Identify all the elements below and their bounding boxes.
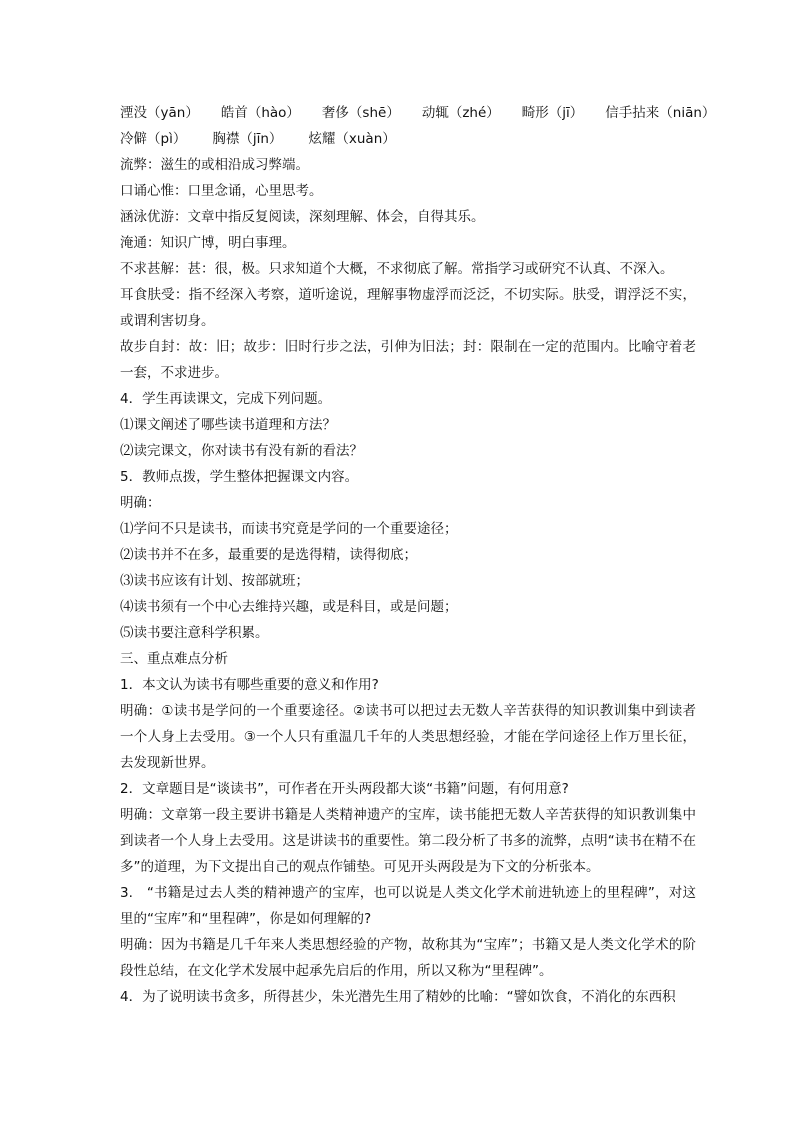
definition: 不求甚解：甚：很，极。只求知道个大概，不求彻底了解。常指学习或研究不认真、不深入。 [120,261,674,277]
analysis-question: 1．本文认为读书有哪些重要的意义和作用? [120,677,379,693]
analysis-answer: 明确：文章第一段主要讲书籍是人类精神遗产的宝库，读书能把无数人辛苦获得的知识教训集中到读者一个人身上去受用。这是讲读书的重要性。第二段分析了书多的流弊，点明“读书在精不在多”的道理，为下文提出自己的观点作铺垫。可见开头两段是为下文的分析张本。 [120,807,696,875]
vocab-item: 奢侈（shē） [321,105,400,121]
definition: 流弊：滋生的或相沿成习弊端。 [120,157,309,173]
vocab-item: 畸形（jī） [521,105,584,121]
vocab-item: 动辄（zhé） [421,105,500,121]
document-body [120,100,716,1010]
vocab-item: 炫耀（xuàn） [308,131,396,147]
step-5-title: 5．教师点拨，学生整体把握课文内容。 [120,469,359,485]
section-heading: 三、重点难点分析 [120,651,228,667]
analysis-question: 3. “书籍是过去人类的精神遗产的宝库，也可以说是人类文化学术前进轨迹上的里程碑”，对这里的“宝库”和“里程碑”，你是如何理解的? [120,885,696,927]
step-4-title: 4．学生再读课文，完成下列问题。 [120,391,332,407]
definition: 涵泳优游：文章中指反复阅读，深刻理解、体会，自得其乐。 [120,209,485,225]
analysis-question: 4．为了说明读书贪多，所得甚少，朱光潜先生用了精妙的比喻：“譬如饮食，不消化的东西积 [120,989,676,1005]
vocab-item: 胸襟（jīn） [212,131,283,147]
definition: 淹通：知识广博，明白事理。 [120,235,296,251]
vocab-row-2 [120,126,696,152]
answer-point: ⑴学问不只是读书，而读书究竟是学问的一个重要途径； [120,521,458,537]
definition: 口诵心惟：口里念诵，心里思考。 [120,183,323,199]
step-4-question: ⑵读完课文，你对读书有没有新的看法？ [120,443,363,459]
vocab-row-1 [120,100,716,126]
answer-point: ⑷读书须有一个中心去维持兴趣，或是科目，或是问题； [120,599,458,615]
answer-point: ⑶读书应该有计划、按部就班； [120,573,309,589]
vocab-item: 皓首（hào） [220,105,300,121]
step-4-question: ⑴课文阐述了哪些读书道理和方法？ [120,417,336,433]
vocab-item: 湮没（yān） [120,105,199,121]
answer-point: ⑸读书要注意科学积累。 [120,625,269,641]
answer-point: ⑵读书并不在多，最重要的是选得精，读得彻底； [120,547,417,563]
analysis-answer: 明确：因为书籍是几千年来人类思想经验的产物，故称其为“宝库”；书籍又是人类文化学术的阶段性总结，在文化学术发展中起承先启后的作用，所以又称为“里程碑”。 [120,937,696,979]
definition: 故步自封：故：旧；故步：旧时行步之法，引伸为旧法；封：限制在一定的范围内。比喻守着老一套，不求进步。 [120,339,696,381]
vocab-item: 信手拈来（niān） [605,105,716,121]
vocab-item: 冷僻（pì） [120,131,187,147]
answer-label: 明确： [120,495,161,511]
analysis-answer: 明确：①读书是学问的一个重要途径。②读书可以把过去无数人辛苦获得的知识教训集中到读者一个人身上去受用。③一个人只有重温几千年的人类思想经验，才能在学问途径上作万里长征，去发现新世界。 [120,703,696,771]
analysis-question: 2．文章题目是“谈读书”，可作者在开头两段都大谈“书籍”问题，有何用意? [120,781,569,797]
definition: 耳食肤受：指不经深入考察，道听途说，理解事物虚浮而泛泛，不切实际。肤受，谓浮泛不实，或谓利害切身。 [120,287,696,329]
